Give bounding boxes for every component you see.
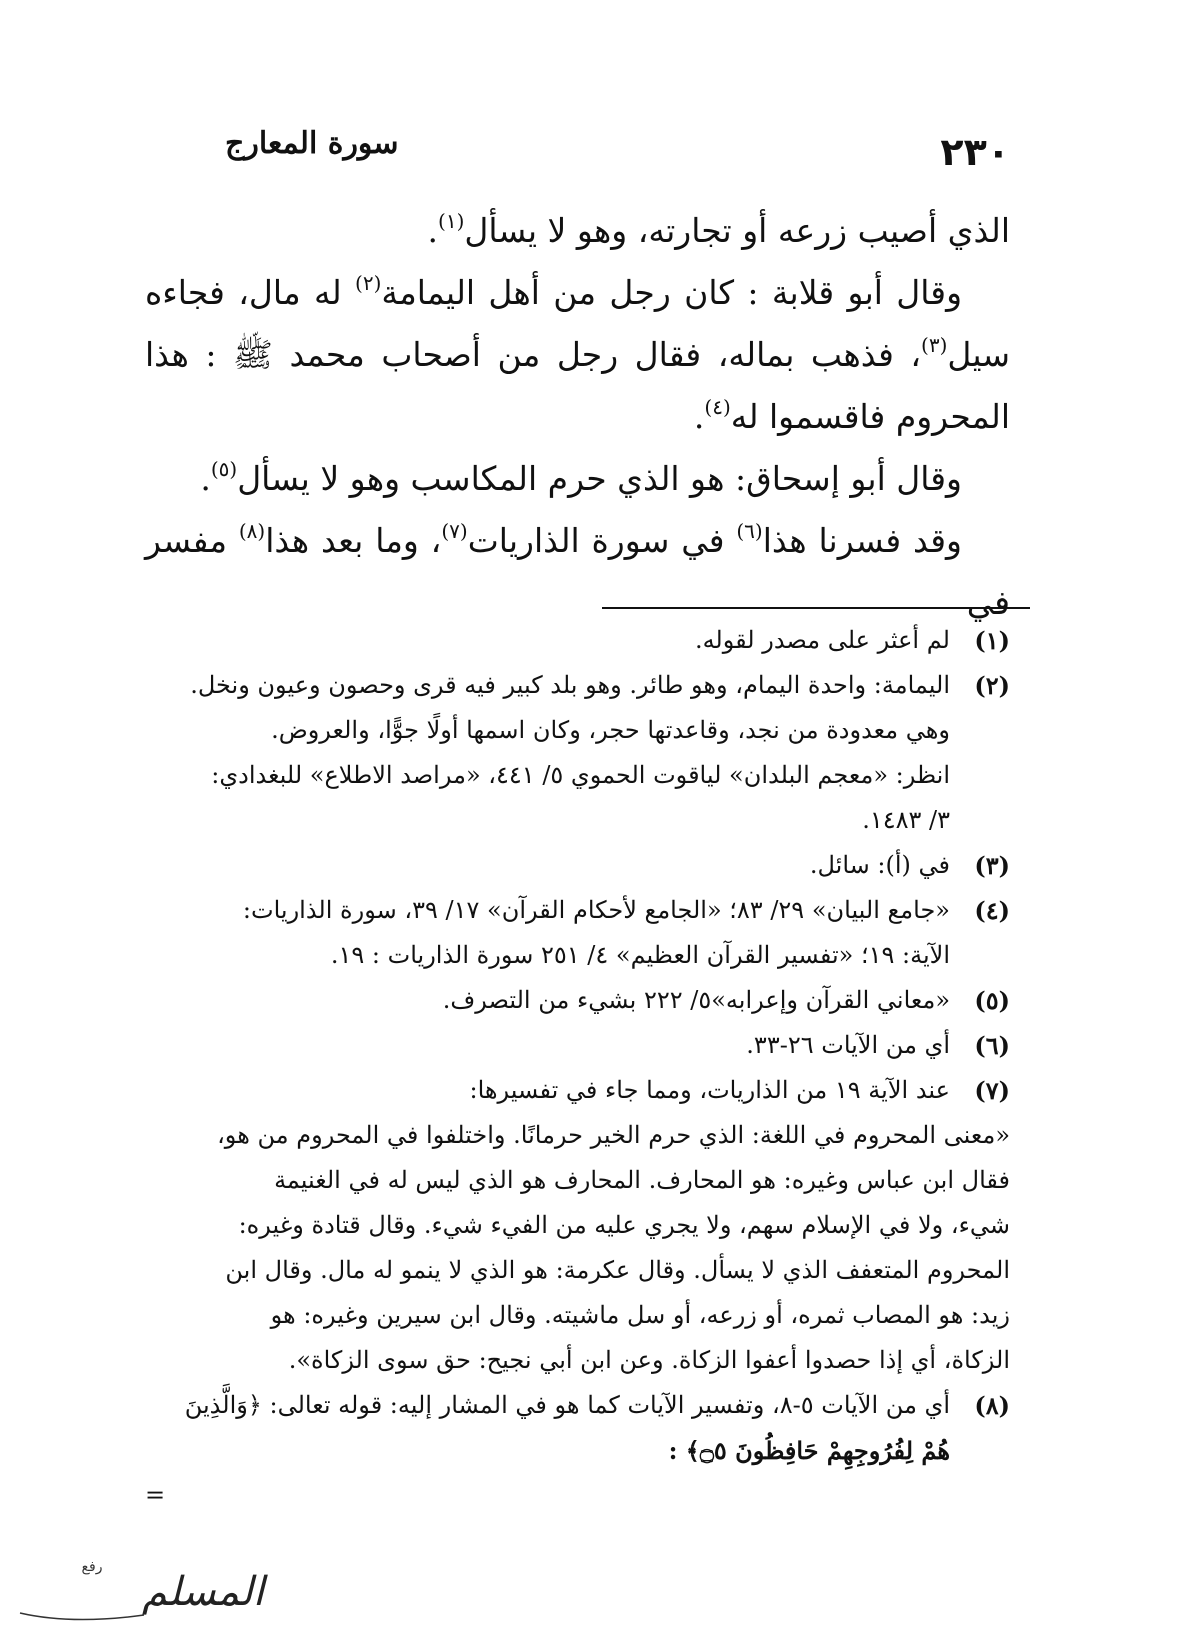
footnote-number: (٤) (974, 896, 1010, 925)
running-head (165, 118, 1010, 174)
footnotes (145, 618, 1010, 1518)
surah-title: سورة المعارج (225, 126, 399, 161)
footnote-3: (٣) في (أ): سائل. (145, 843, 1010, 888)
footnote-5: (٥) «معاني القرآن وإعرابه»٥/ ٢٢٢ بشيء من التصرف. (145, 978, 1010, 1023)
footnote-7-quote: «معنى المحروم في اللغة: الذي حرم الخير حرمانًا. واختلفوا في المحروم من هو، فقال ابن عباس وغيره: هو المحارف. المحارف هو الذي ليس له في الغنيمة شيء، ولا في الإسلام سهم، ولا يجري عليه من الفيء شيء. وقال قتادة وغيره: المحروم المتعفف الذي لا يسأل. وقال عكرمة: هو الذي لا ينمو له مال. وقال ابن زيد: هو المصاب ثمره، أو زرعه، أو سل ماشيته. وقال ابن سيرين وغيره: هو الزكاة، أي إذا حصدوا أعفوا الزكاة. وعن ابن أبي نجيح: حق سوى الزكاة». (217, 1121, 1010, 1374)
footnote-number: (٣) (974, 851, 1010, 880)
footnote-ref[interactable]: (٧) (441, 519, 468, 543)
footnote-2: (٢) اليمامة: واحدة اليمام، وهو طائر. وهو بلد كبير فيه قرى وحصون وعيون ونخل. وهي معدودة من نجد، وقاعدتها حجر، وكان اسمها أولًا جوًّا، والعروض. انظر: «معجم البلدان» لياقوت الحموي ٥/ ٤٤١، «مراصد الاطلاع» للبغدادي: ٣/ ١٤٨٣. (145, 663, 1010, 843)
footnote-number: (١) (974, 626, 1010, 655)
stamp-flourish (20, 1613, 144, 1620)
footnote-ref[interactable]: (٥) (210, 457, 238, 481)
footnote-1: (١) لم أعثر على مصدر لقوله. (145, 618, 1010, 663)
paragraph-3: وقال أبو إسحاق: هو الذي حرم المكاسب وهو لا يسأل$^{(٥)}$. (200, 457, 962, 498)
footnote-ref[interactable]: (٢) (355, 271, 382, 295)
quran-verse: هُمْ لِفُرُوجِهِمْ حَافِظُونَ ۝٥﴾ : (668, 1436, 950, 1465)
paragraph-4: وقد فسرنا هذا$^{(٦)}$ في سورة الذاريات$^{(٧)}$، وما بعد هذا$^{(٨)}$ مفسر في (145, 519, 1010, 622)
paragraph-2: وقال أبو قلابة : كان رجل من أهل اليمامة$^{(٢)}$ له مال، فجاءه سيل$^{(٣)}$، فذهب بماله، فقال رجل من أصحاب محمد ﷺ : هذا المحروم فاقسموا له$^{(٤)}$. (145, 271, 1010, 436)
footnote-number: (٦) (974, 1031, 1010, 1060)
footnote-ref[interactable]: (٣) (921, 333, 948, 357)
library-stamp-logo (12, 1555, 264, 1631)
main-text (145, 200, 1010, 634)
footnote-number: (٥) (974, 986, 1010, 1015)
stamp-text: المسلم (142, 1569, 264, 1615)
footnote-separator (602, 607, 1030, 609)
page-number: ٢٣٠ (940, 130, 1010, 174)
continuation-mark: = (145, 1481, 166, 1509)
footnote-4: (٤) «جامع البيان» ٢٩/ ٨٣؛ «الجامع لأحكام القرآن» ١٧/ ٣٩، سورة الذاريات: الآية: ١٩؛ «تفسير القرآن العظيم» ٤/ ٢٥١ سورة الذاريات : ١٩. (145, 888, 1010, 978)
footnote-number: (٢) (974, 671, 1010, 700)
footnote-7: (٧) عند الآية ١٩ من الذاريات، ومما جاء في تفسيرها: (145, 1068, 1010, 1113)
footnote-ref[interactable]: (٤) (704, 395, 731, 419)
footnote-number: (٧) (974, 1076, 1010, 1105)
footnote-8: (٨) أي من الآيات ٥-٨، وتفسير الآيات كما هو في المشار إليه: قوله تعالى: ﴿وَالَّذِينَ هُمْ لِفُرُوجِهِمْ حَافِظُونَ ۝٥﴾ : = (145, 1383, 1010, 1518)
footnote-number: (٨) (974, 1391, 1010, 1420)
footnote-ref[interactable]: (٦) (736, 519, 763, 543)
footnote-ref[interactable]: (٨) (238, 519, 266, 543)
footnote-ref[interactable]: (١) (438, 209, 465, 233)
stamp-sub-text: رفع (81, 1559, 103, 1575)
footnote-6: (٦) أي من الآيات ٢٦-٣٣. (145, 1023, 1010, 1068)
paragraph-1: الذي أصيب زرعه أو تجارته، وهو لا يسأل$^{(١)}$. (427, 209, 1010, 250)
